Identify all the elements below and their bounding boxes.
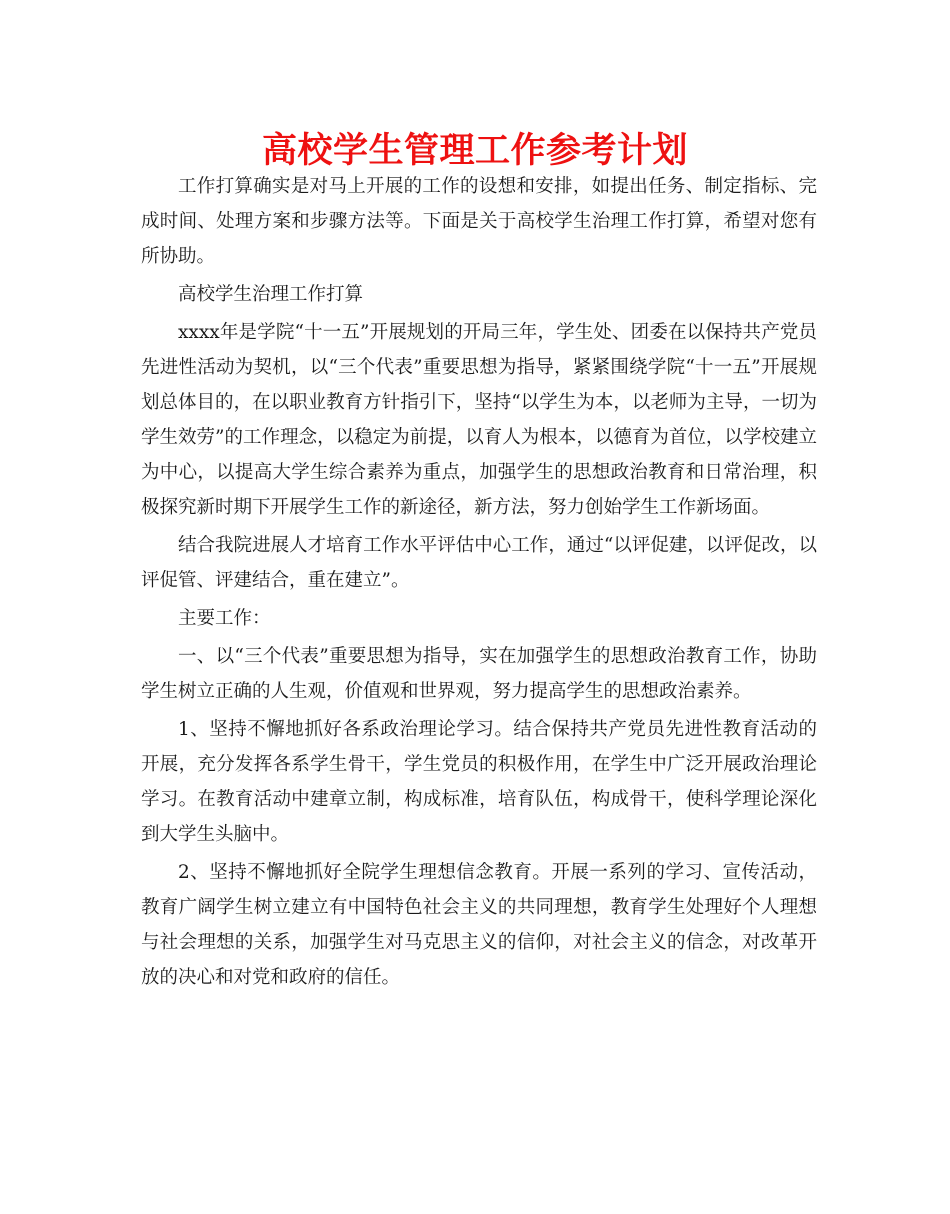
paragraph-plan-overview: xxxx年是学院“十一五”开展规划的开局三年，学生处、团委在以保持共产党员先进性活动为契机，以“三个代表”重要思想为指导，紧紧围绕学院“十一五”开展规划总体目的，在以职业教育方针指引下，坚持“以学生为本，以老师为主导，一切为学生效劳”的工作理念，以稳定为前提，以育人为根本，以德育为首位，以学校建立为中心，以提高大学生综合素养为重点，加强学生的思想政治教育和日常治理，积极探究新时期下开展学生工作的新途径，新方法，努力创始学生工作新场面。 [141, 322, 817, 518]
paragraph-main-work-heading: 主要工作： [178, 608, 271, 629]
paragraph-section-one: 一、以“三个代表”重要思想为指导，实在加强学生的思想政治教育工作，协助学生树立正确的人生观，价值观和世界观，努力提高学生的思想政治素养。 [141, 646, 817, 702]
paragraph-intro: 工作打算确实是对马上开展的工作的设想和安排，如提出任务、制定指标、完成时间、处理方案和步骤方法等。下面是关于高校学生治理工作打算，希望对您有所协助。 [141, 176, 817, 267]
paragraph-item-one: 1、坚持不懈地抓好各系政治理论学习。结合保持共产党员先进性教育活动的开展，充分发挥各系学生骨干，学生党员的积极作用，在学生中广泛开展政治理论学习。在教育活动中建章立制，构成标准，培育队伍，构成骨干，使科学理论深化到大学生头脑中。 [141, 719, 817, 845]
paragraph-item-two: 2、坚持不懈地抓好全院学生理想信念教育。开展一系列的学习、宣传活动，教育广阔学生树立建立有中国特色社会主义的共同理想，教育学生处理好个人理想与社会理想的关系，加强学生对马克思主义的信仰，对社会主义的信念，对改革开放的决心和对党和政府的信任。 [141, 862, 817, 988]
paragraph-evaluation: 结合我院进展人才培育工作水平评估中心工作，通过“以评促建，以评促改，以评促管、评建结合，重在建立”。 [141, 535, 817, 591]
paragraph-subtitle: 高校学生治理工作打算 [178, 284, 364, 305]
document-title: 高校学生管理工作参考计划 [261, 131, 688, 171]
document-body [141, 169, 817, 998]
